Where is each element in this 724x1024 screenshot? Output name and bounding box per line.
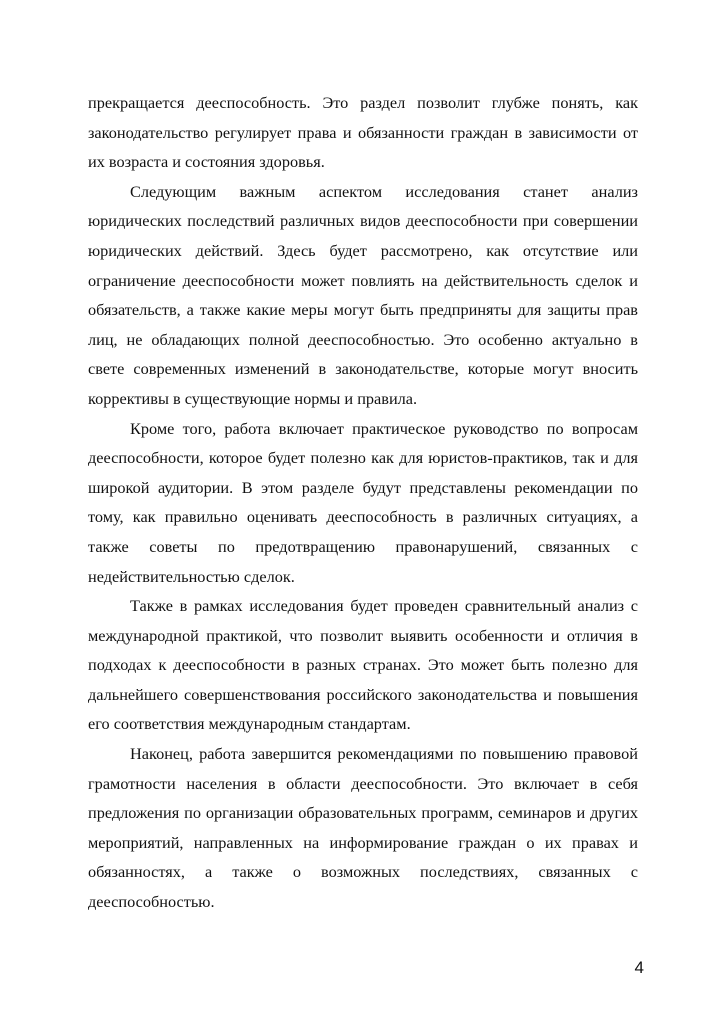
document-body — [88, 88, 638, 917]
paragraph-3: Кроме того, работа включает практическое руководство по вопросам дееспособности, которое будет полезно как для юристов-практиков, так и для широкой аудитории. В этом разделе будут представлены рекомендации по тому, как правильно оценивать дееспособность в различных ситуациях, а также советы по предотвращению правонарушений, связанных с недействительностью сделок. — [88, 418, 638, 586]
paragraph-5: Наконец, работа завершится рекомендациями по повышению правовой грамотности населения в области дееспособности. Это включает в себя предложения по организации образовательных программ, семинаров и других мероприятий, направленных на информирование граждан о их правах и обязанностях, а также о возможных последствиях, связанных с дееспособностью. — [88, 744, 638, 912]
paragraph-4: Также в рамках исследования будет проведен сравнительный анализ с международной практикой, что позволит выявить особенности и отличия в подходах к дееспособности в разных странах. Это может быть полезно для дальнейшего совершенствования российского законодательства и повышения его соответствия международным стандартам. — [88, 596, 638, 734]
page-number: 4 — [634, 958, 644, 977]
paragraph-2: Следующим важным аспектом исследования станет анализ юридических последствий различных видов дееспособности при совершении юридических действий. Здесь будет рассмотрено, как отсутствие или ограничение дееспособности может повлиять на действительность сделок и обязательств, а также какие меры могут быть предприняты для защиты прав лиц, не обладающих полной дееспособностью. Это особенно актуально в свете современных изменений в законодательстве, которые могут вносить коррективы в существующие нормы и правила. — [88, 181, 638, 408]
paragraph-1: прекращается дееспособность. Это раздел позволит глубже понять, как законодательство регулирует права и обязанности граждан в зависимости от их возраста и состояния здоровья. — [88, 93, 638, 172]
